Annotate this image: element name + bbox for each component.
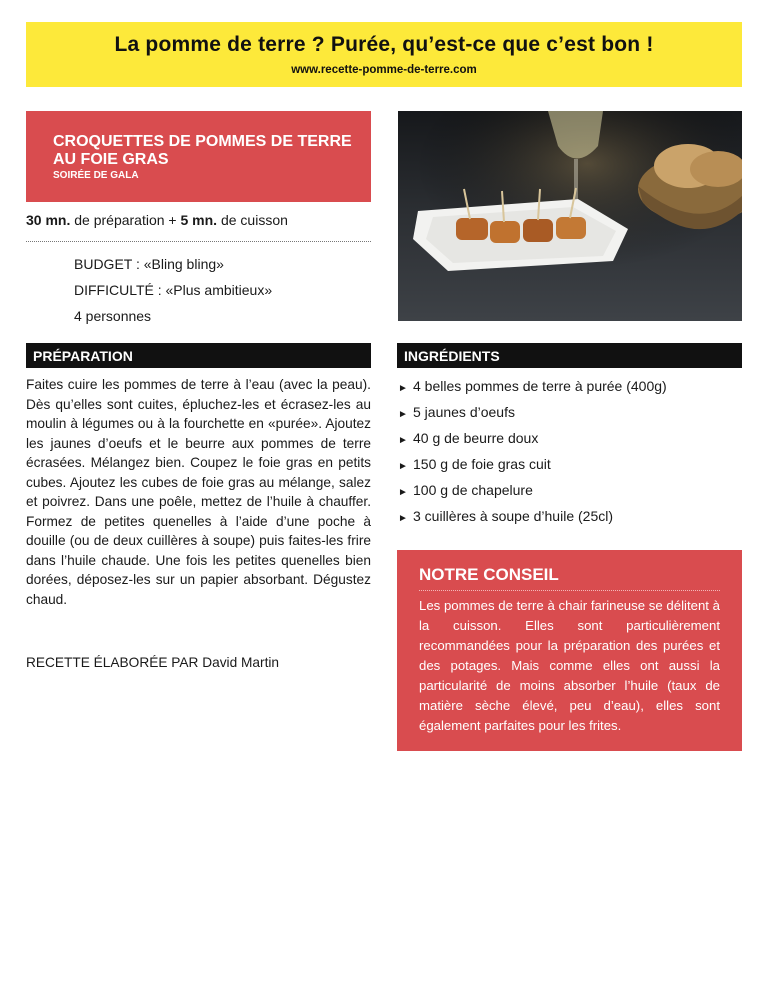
preparation-text: Faites cuire les pommes de terre à l’eau (avec la peau). Dès qu’elles sont cuites, épluchez-les et écrasez-les au moulin à légumes ou à la fourchette en «purée». Ajoutez les jaunes d’oeufs et le beurre aux pommes de terre écrasées. Mélangez bien. Coupez le foie gras en petits cubes. Ajoutez les cubes de foie gras au mélange, salez et poivrez. Dans une poêle, mettez de l’huile à chauffer. Formez de petites quenelles à l’aide d’une poche à douille (ou de deux cuillères à soupe) puis faites-les frire dans l’huile chaude. Une fois les petites quenelles bien dorées, déposez-les sur un papier absorbant. Dégustez chaud. bbox=[26, 377, 371, 607]
header-banner bbox=[26, 22, 742, 87]
ingredient-text: 3 cuillères à soupe d’huile (25cl) bbox=[413, 508, 613, 524]
tip-box bbox=[397, 550, 742, 751]
banner-title: La pomme de terre ? Purée, qu’est-ce que c’est bon ! bbox=[114, 33, 654, 56]
recipe-credit: RECETTE ÉLABORÉE PAR David Martin bbox=[26, 655, 280, 670]
ingredient-item bbox=[398, 508, 667, 534]
ingredient-text: 4 belles pommes de terre à purée (400g) bbox=[413, 378, 667, 394]
tip-divider bbox=[419, 590, 720, 591]
tip-heading: NOTRE CONSEIL bbox=[419, 565, 559, 584]
recipe-title: CROQUETTES DE POMMES DE TERRE AU FOIE GRAS bbox=[53, 133, 352, 168]
ingredients-heading: INGRÉDIENTS bbox=[397, 343, 742, 368]
ingredient-item bbox=[398, 430, 667, 456]
bullet-icon: ► bbox=[398, 513, 408, 524]
preparation-heading: PRÉPARATION bbox=[26, 343, 371, 368]
bullet-icon: ► bbox=[398, 435, 408, 446]
recipe-photo bbox=[398, 111, 742, 321]
divider bbox=[26, 241, 371, 242]
ingredient-text: 100 g de chapelure bbox=[413, 482, 533, 498]
banner-url[interactable]: www.recette-pomme-de-terre.com bbox=[291, 64, 477, 76]
recipe-subtitle: SOIRÉE DE GALA bbox=[53, 170, 139, 181]
budget: BUDGET : «Bling bling» bbox=[74, 256, 224, 272]
ingredient-item bbox=[398, 404, 667, 430]
tip-text: Les pommes de terre à chair farineuse se délitent à la cuisson. Elles sont particulièrement recommandées pour la préparation des purées et des potages. Mais comme elles ont aussi la particularité de moins absorber l’huile (taux de matière sèche élevé, peu d’eau), elles sont également parfaites pour les frites. bbox=[419, 598, 720, 733]
recipe-title-box bbox=[26, 111, 371, 202]
ingredient-item bbox=[398, 482, 667, 508]
timing-line bbox=[26, 212, 288, 228]
difficulty: DIFFICULTÉ : «Plus ambitieux» bbox=[74, 282, 273, 298]
cook-label: de cuisson bbox=[217, 212, 288, 228]
bullet-icon: ► bbox=[398, 409, 408, 420]
cook-time: 5 mn. bbox=[180, 212, 218, 228]
ingredient-text: 40 g de beurre doux bbox=[413, 430, 539, 446]
ingredient-text: 5 jaunes d’oeufs bbox=[413, 404, 515, 420]
bullet-icon: ► bbox=[398, 487, 408, 498]
ingredient-text: 150 g de foie gras cuit bbox=[413, 456, 551, 472]
ingredient-item bbox=[398, 378, 667, 404]
ingredients-list bbox=[398, 378, 667, 534]
servings: 4 personnes bbox=[74, 308, 152, 324]
prep-time: 30 mn. bbox=[26, 212, 71, 228]
bullet-icon: ► bbox=[398, 383, 408, 394]
bullet-icon: ► bbox=[398, 461, 408, 472]
ingredient-item bbox=[398, 456, 667, 482]
prep-label: de préparation + bbox=[70, 212, 181, 228]
